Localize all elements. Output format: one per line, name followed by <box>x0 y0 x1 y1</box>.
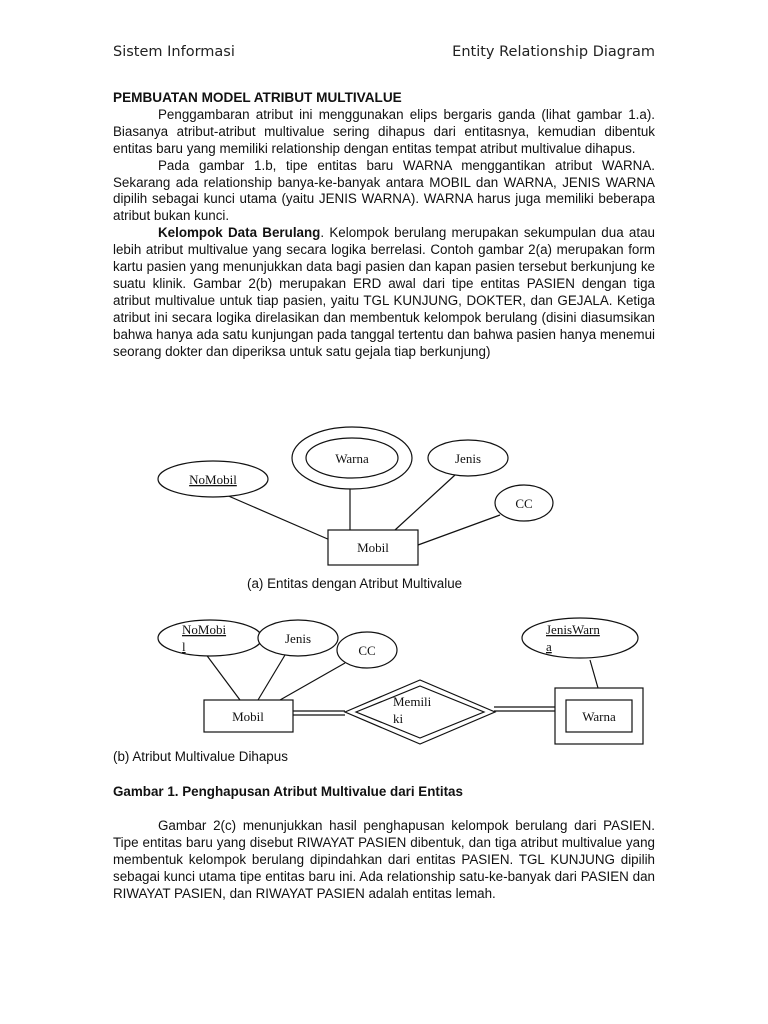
paragraph-1: Penggambaran atribut ini menggunakan elips bergaris ganda (lihat gambar 1.a). Biasanya atribut-atribut multivalue sering dihapus dari entitasnya, kemudian dibentuk entitas baru yang memiliki relationship dengan entitas tempat atribut multivalue dihapus. <box>113 106 655 156</box>
mobil-label-b: Mobil <box>232 709 264 724</box>
main-text <box>113 90 655 361</box>
line-nomobil-mobil-b <box>205 653 240 700</box>
paragraph-2: Pada gambar 1.b, tipe entitas baru WARNA menggantikan atribut WARNA. Sekarang ada relationship banya-ke-banyak antara MOBIL dan WARNA, JENIS WARNA dipilih sebagai kunci utama (yaitu JENIS WARNA). WARNA harus juga memiliki beberapa atribut bukan kunci. <box>113 157 655 224</box>
header-left: Sistem Informasi <box>113 44 235 60</box>
nomobil-label-b2: l <box>182 639 186 654</box>
memiliki-label-2: ki <box>393 711 404 726</box>
figure-title: Gambar 1. Penghapusan Atribut Multivalue dari Entitas <box>113 784 463 799</box>
paragraph-3-heading: Kelompok Data Berulang <box>158 225 321 241</box>
line-cc-mobil-b <box>280 663 345 700</box>
memiliki-label-1: Memili <box>393 694 432 709</box>
paragraph-4: Gambar 2(c) menunjukkan hasil penghapusan kelompok berulang dari PASIEN. Tipe entitas baru yang disebut RIWAYAT PASIEN dibentuk, dan tiga atribut multivalue yang membentuk kelompok berulang dipindahkan dari entitas PASIEN. TGL KUNJUNG dipilih sebagai kunci utama tipe entitas baru ini. Ada relationship satu-ke-banyak dari PASIEN dan RIWAYAT PASIEN, dan RIWAYAT PASIEN adalah entitas lemah. <box>113 818 655 901</box>
line-jenis-mobil-b <box>258 655 285 700</box>
caption-a: (a) Entitas dengan Atribut Multivalue <box>247 576 463 591</box>
line-cc-mobil <box>418 515 500 545</box>
nomobil-label: NoMobil <box>189 472 237 487</box>
caption-b: (b) Atribut Multivalue Dihapus <box>113 749 288 764</box>
jeniswarna-label-1: JenisWarn <box>546 622 600 637</box>
warna-label: Warna <box>335 451 369 466</box>
cc-label-b: CC <box>358 643 376 658</box>
page-header <box>113 44 655 66</box>
cc-label: CC <box>515 496 533 511</box>
paragraph-3-body: . Kelompok berulang merupakan sekumpulan dua atau lebih atribut multivalue yang secara logika berrelasi. Contoh gambar 2(a) merupakan form kartu pasien yang menunjukkan data bagi pasien dan kapan pasien tersebut berkunjung ke suatu klinik. Gambar 2(b) merupakan ERD awal dari tipe entitas PASIEN dengan tiga atribut multivalue untuk tiap pasien, yaitu TGL KUNJUNG, DOKTER, dan GEJALA. Ketiga atribut ini secara logika direlasikan dan membentuk kelompok berulang (disini diasumsikan bahwa hanya ada satu kunjungan pada tanggal tertentu dan bahwa pasien hanya menemui seorang dokter dan diperiksa untuk satu gejala tiap berkunjung) <box>113 225 655 359</box>
section-title: PEMBUATAN MODEL ATRIBUT MULTIVALUE <box>113 90 402 105</box>
diagram-a <box>0 420 768 570</box>
jenis-label: Jenis <box>455 451 481 466</box>
bottom-text <box>113 818 655 903</box>
nomobil-label-b1: NoMobi <box>182 622 227 637</box>
jeniswarna-label-2: a <box>546 639 552 654</box>
header-right: Entity Relationship Diagram <box>452 44 655 60</box>
diagram-b <box>0 610 768 750</box>
line-jenis-mobil <box>395 475 455 530</box>
jenis-label-b: Jenis <box>285 631 311 646</box>
line-jeniswarna-warna <box>590 660 598 688</box>
mobil-label: Mobil <box>357 540 389 555</box>
paragraph-3 <box>113 225 655 360</box>
warna-label-b: Warna <box>582 709 616 724</box>
